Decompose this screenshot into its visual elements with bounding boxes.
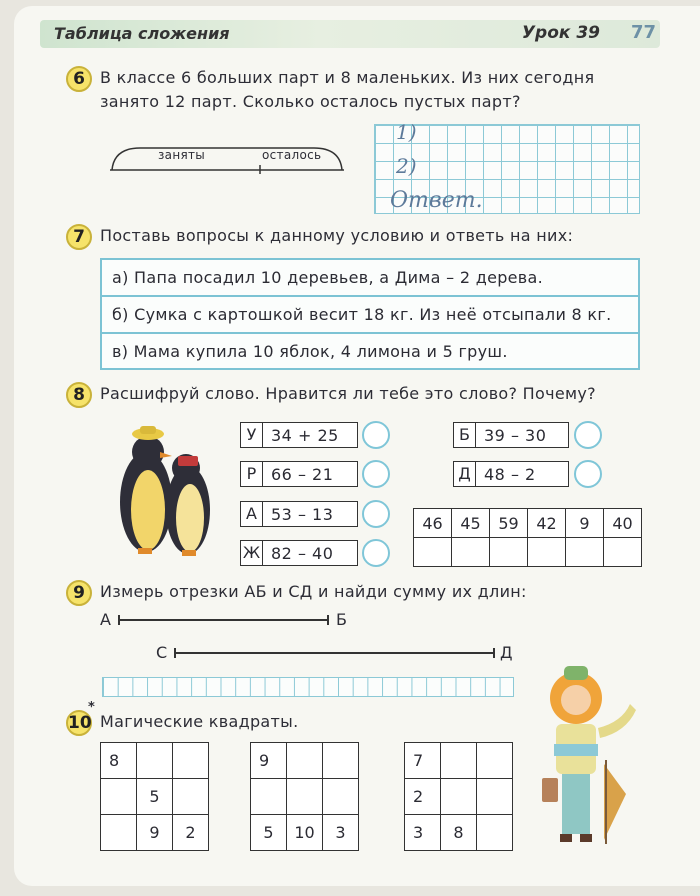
answer-circle[interactable] — [574, 460, 602, 488]
decode-value: 42 — [528, 509, 566, 538]
answer-strip[interactable] — [102, 677, 514, 697]
header-title: Таблица сложения — [54, 24, 230, 43]
square-cell[interactable]: 2 — [405, 779, 441, 815]
page-number: 77 — [630, 22, 656, 43]
square-cell[interactable]: 8 — [101, 743, 137, 779]
decode-table — [413, 508, 642, 567]
cipher-u — [240, 422, 358, 448]
square-cell[interactable]: 5 — [251, 815, 287, 851]
task-9-text: Измерь отрезки АБ и СД и найди сумму их длин: — [100, 582, 527, 601]
cipher-expression: 48 – 2 — [484, 464, 536, 484]
square-cell[interactable]: 3 — [323, 815, 359, 851]
square-cell[interactable] — [251, 779, 287, 815]
square-cell[interactable]: 3 — [405, 815, 441, 851]
decode-value: 40 — [604, 509, 642, 538]
decode-value: 45 — [452, 509, 490, 538]
task-8-text: Расшифруй слово. Нравится ли тебе это слово? Почему? — [100, 384, 596, 403]
task-6-badge: 6 — [66, 66, 92, 92]
handwritten-step-1: 1) — [396, 120, 417, 144]
segment-ab-start-tick — [118, 615, 120, 625]
lesson-label: Урок 39 — [521, 23, 600, 43]
cipher-b — [453, 422, 569, 448]
segment-cd-start-tick — [174, 648, 176, 658]
square-cell[interactable] — [477, 779, 513, 815]
magic-square-3 — [404, 742, 513, 851]
square-cell[interactable] — [477, 743, 513, 779]
square-cell[interactable] — [101, 815, 137, 851]
cipher-expression: 39 – 30 — [484, 425, 547, 445]
decode-answer-cell[interactable] — [452, 538, 490, 567]
segment-ab-end-tick — [327, 615, 329, 625]
task-6-line-2: занято 12 парт. Сколько осталось пустых парт? — [100, 92, 521, 111]
task-10-star: * — [88, 700, 96, 715]
decode-answer-cell[interactable] — [490, 538, 528, 567]
point-c-label: С — [156, 643, 168, 662]
answer-circle[interactable] — [362, 460, 390, 488]
decode-value: 59 — [490, 509, 528, 538]
square-cell[interactable] — [477, 815, 513, 851]
task-10-badge: 10 — [66, 710, 92, 736]
decode-answer-cell[interactable] — [566, 538, 604, 567]
condition-c: в) Мама купила 10 яблок, 4 лимона и 5 груш. — [112, 342, 508, 361]
magic-square-1 — [100, 742, 209, 851]
label-remaining: осталось — [262, 148, 322, 162]
label-occupied: заняты — [158, 148, 206, 162]
task-10-text: Магические квадраты. — [100, 712, 299, 731]
cipher-expression: 82 – 40 — [271, 543, 334, 563]
square-cell[interactable]: 8 — [441, 815, 477, 851]
decode-value: 9 — [566, 509, 604, 538]
square-cell[interactable]: 5 — [137, 779, 173, 815]
answer-circle[interactable] — [362, 539, 390, 567]
task-9-badge: 9 — [66, 580, 92, 606]
square-cell[interactable]: 7 — [405, 743, 441, 779]
cipher-d — [453, 461, 569, 487]
conditions-box — [100, 258, 640, 370]
cipher-expression: 34 + 25 — [271, 425, 339, 445]
square-cell[interactable] — [323, 779, 359, 815]
segment-cd — [174, 652, 494, 654]
handwritten-step-2: 2) — [396, 154, 417, 178]
task-7-badge: 7 — [66, 224, 92, 250]
handwritten-answer: Ответ. — [390, 188, 483, 213]
square-cell[interactable] — [441, 743, 477, 779]
penguins-illustration — [108, 424, 220, 560]
square-cell[interactable]: 2 — [173, 815, 209, 851]
task-8-badge: 8 — [66, 382, 92, 408]
cipher-r — [240, 461, 358, 487]
task-6-line-1: В классе 6 больших парт и 8 маленьких. Из них сегодня — [100, 68, 595, 87]
square-cell[interactable] — [137, 743, 173, 779]
cipher-letter: Р — [241, 462, 263, 486]
magic-square-2 — [250, 742, 359, 851]
cipher-expression: 66 – 21 — [271, 464, 334, 484]
page-header — [40, 20, 660, 48]
decode-value: 46 — [414, 509, 452, 538]
square-cell[interactable] — [173, 779, 209, 815]
answer-circle[interactable] — [574, 421, 602, 449]
answer-circle[interactable] — [362, 421, 390, 449]
point-a-label: А — [100, 610, 112, 629]
decode-answer-cell[interactable] — [604, 538, 642, 567]
cipher-letter: Д — [454, 462, 476, 486]
square-cell[interactable] — [101, 779, 137, 815]
cipher-letter: У — [241, 423, 263, 447]
cipher-letter: Б — [454, 423, 476, 447]
square-cell[interactable] — [287, 779, 323, 815]
square-cell[interactable] — [323, 743, 359, 779]
answer-circle[interactable] — [362, 500, 390, 528]
cipher-a — [240, 501, 358, 527]
square-cell[interactable]: 9 — [137, 815, 173, 851]
square-cell[interactable] — [287, 743, 323, 779]
cipher-letter: А — [241, 502, 263, 526]
condition-b: б) Сумка с картошкой весит 18 кг. Из неё отсыпали 8 кг. — [102, 297, 638, 334]
decode-answer-cell[interactable] — [414, 538, 452, 567]
cipher-expression: 53 – 13 — [271, 504, 334, 524]
segment-ab — [118, 619, 328, 621]
cipher-letter: Ж — [241, 541, 263, 565]
cipher-zh — [240, 540, 358, 566]
square-cell[interactable] — [173, 743, 209, 779]
point-d-label: Д — [500, 643, 513, 662]
decode-answer-cell[interactable] — [528, 538, 566, 567]
point-b-label: Б — [336, 610, 348, 629]
square-cell[interactable] — [441, 779, 477, 815]
segment-cd-end-tick — [493, 648, 495, 658]
square-cell[interactable]: 9 — [251, 743, 287, 779]
girl-illustration — [534, 664, 644, 848]
square-cell[interactable]: 10 — [287, 815, 323, 851]
condition-a: а) Папа посадил 10 деревьев, а Дима – 2 дерева. — [102, 260, 638, 297]
task-7-text: Поставь вопросы к данному условию и ответь на них: — [100, 226, 574, 245]
